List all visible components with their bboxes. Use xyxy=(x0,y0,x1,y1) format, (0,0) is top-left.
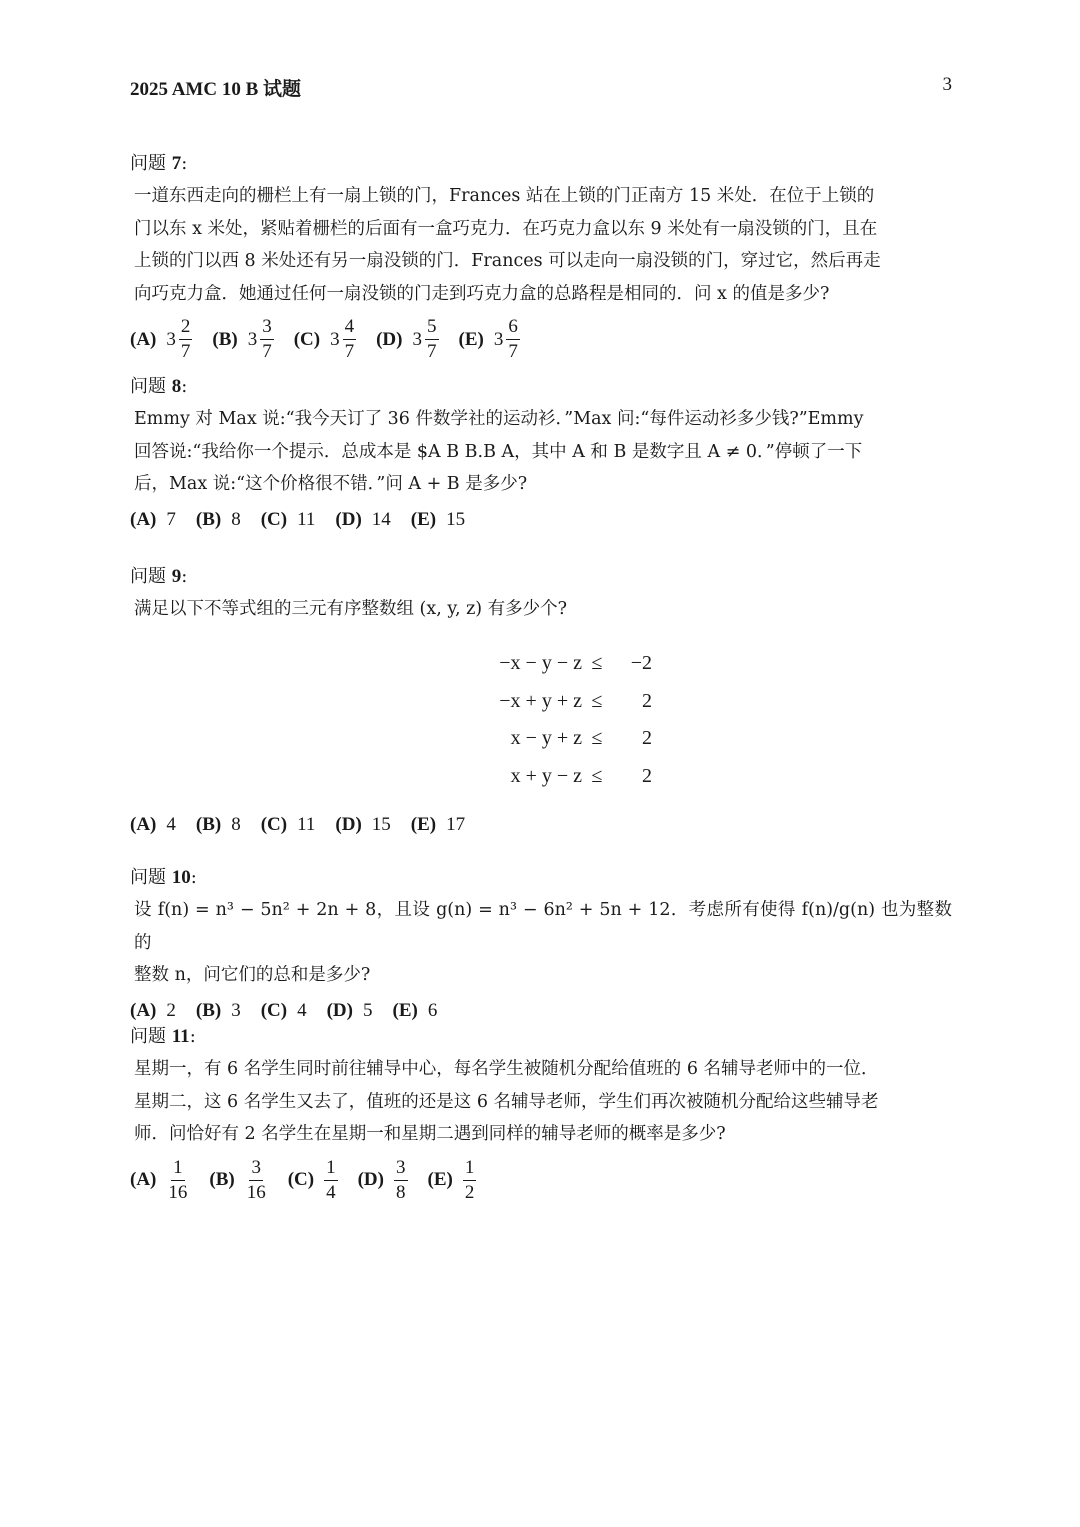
choice-b xyxy=(196,814,241,836)
inequality-relation: ≤ xyxy=(591,764,603,787)
choice-d xyxy=(358,1157,408,1204)
choice-letter: (B) xyxy=(195,814,222,835)
page-header xyxy=(130,74,952,104)
text-line: 满足以下不等式组的三元有序整数组 (x, y, z) 有多少个? xyxy=(134,599,568,619)
choice-letter: (C) xyxy=(260,508,288,530)
text-line: 师．问恰好有 2 名学生在星期一和星期二遇到同样的辅导老师的概率是多少? xyxy=(134,1124,726,1144)
choice-letter: (B) xyxy=(195,999,222,1021)
problem-number: 8 xyxy=(171,376,182,397)
choice-b xyxy=(196,1000,241,1022)
whole-part: 3 xyxy=(330,328,340,350)
numerator: 1 xyxy=(324,1157,338,1181)
choice-e xyxy=(459,316,520,363)
inequality-lhs: −x − y − z xyxy=(499,652,582,675)
text-line: 门以东 x 米处，紧贴着栅栏的后面有一盒巧克力．在巧克力盒以东 9 米处有一扇没锁的门，且在 xyxy=(134,218,878,239)
fraction xyxy=(463,1157,477,1204)
inequality-system xyxy=(464,645,652,795)
choice-letter: (C) xyxy=(287,1169,315,1190)
choice-a xyxy=(130,1157,189,1204)
problem-colon: : xyxy=(189,1026,196,1047)
answer-choices xyxy=(130,814,952,836)
inequality-relation: ≤ xyxy=(591,727,603,750)
choice-letter: (D) xyxy=(357,1169,384,1190)
choice-letter: (C) xyxy=(260,814,288,835)
choice-value: 11 xyxy=(297,508,316,530)
choice-e xyxy=(393,1000,438,1022)
choice-letter: (D) xyxy=(335,508,362,530)
choice-c xyxy=(261,1000,307,1022)
text-line: 一道东西走向的栅栏上有一扇上锁的门，Frances 站在上锁的门正南方 15 米处．在位于上锁的 xyxy=(134,186,875,206)
inequality-lhs: x + y − z xyxy=(510,764,582,787)
inequality-row xyxy=(464,683,652,721)
problem-9 xyxy=(130,565,952,626)
choice-value: 14 xyxy=(371,508,391,530)
fraction xyxy=(506,316,520,363)
numerator: 2 xyxy=(179,316,193,340)
fraction xyxy=(245,1157,268,1204)
choice-letter: (B) xyxy=(212,328,238,350)
fraction xyxy=(260,316,274,363)
choice-d xyxy=(335,814,390,836)
choice-letter: (E) xyxy=(427,1169,453,1190)
choice-letter: (B) xyxy=(195,508,222,530)
choice-c xyxy=(261,509,316,531)
choice-value: 8 xyxy=(231,508,241,530)
denominator: 16 xyxy=(246,1181,266,1203)
text-line: 后，Max 说:“这个价格很不错．”问 A + B 是多少? xyxy=(134,474,528,494)
whole-part: 3 xyxy=(247,328,258,350)
problem-colon: : xyxy=(181,153,188,174)
choice-b xyxy=(196,509,241,531)
fraction xyxy=(343,316,357,363)
choice-value: 5 xyxy=(363,999,373,1021)
problem-title xyxy=(130,565,952,589)
denominator: 7 xyxy=(262,341,272,362)
choice-letter: (E) xyxy=(458,328,484,350)
denominator: 7 xyxy=(427,341,437,362)
choice-letter: (C) xyxy=(260,999,288,1021)
text-line: 星期二，这 6 名学生又去了，值班的还是这 6 名辅导老师，学生们再次被随机分配给这些辅导老 xyxy=(134,1091,879,1112)
problem-number: 9 xyxy=(171,566,182,587)
choice-c xyxy=(294,316,356,363)
mixed-number xyxy=(413,316,439,363)
choice-letter: (E) xyxy=(392,999,418,1021)
choice-d xyxy=(327,1000,373,1022)
numerator: 3 xyxy=(260,316,274,340)
whole-part: 3 xyxy=(493,328,504,350)
mixed-number xyxy=(166,316,192,363)
mixed-number xyxy=(330,316,356,363)
choice-value: 15 xyxy=(371,814,391,835)
numerator: 3 xyxy=(394,1157,408,1181)
mixed-number xyxy=(248,316,274,363)
denominator: 7 xyxy=(508,341,518,362)
problem-text xyxy=(130,894,952,992)
choice-letter: (D) xyxy=(376,328,403,350)
inequality-lhs: x − y + z xyxy=(510,727,582,750)
problem-title xyxy=(130,1025,952,1049)
inequality-rhs: 2 xyxy=(642,727,652,750)
text-line: 整数 n，问它们的总和是多少? xyxy=(134,965,371,985)
choice-c xyxy=(288,1157,338,1204)
fraction xyxy=(324,1157,338,1204)
denominator: 8 xyxy=(396,1181,406,1203)
whole-part: 3 xyxy=(166,328,176,350)
choice-letter: (A) xyxy=(130,1169,157,1190)
whole-part: 3 xyxy=(412,328,422,350)
choice-letter: (A) xyxy=(130,999,157,1021)
choice-value: 4 xyxy=(166,814,176,835)
choice-a xyxy=(130,1000,176,1022)
problem-number: 7 xyxy=(171,153,182,174)
choice-value: 6 xyxy=(427,999,438,1021)
choice-c xyxy=(261,814,316,836)
numerator: 6 xyxy=(506,316,520,340)
problem-title xyxy=(130,866,952,890)
problem-title xyxy=(130,375,952,399)
denominator: 2 xyxy=(464,1181,475,1203)
fraction xyxy=(166,1157,189,1204)
problem-number: 11 xyxy=(171,1026,190,1047)
problem-text xyxy=(130,593,952,626)
problem-colon: : xyxy=(181,566,188,587)
inequality-relation: ≤ xyxy=(591,689,603,712)
choice-a xyxy=(130,509,176,531)
choice-letter: (A) xyxy=(130,508,157,530)
numerator: 1 xyxy=(171,1157,185,1181)
answer-choices xyxy=(130,316,952,363)
inequality-rhs: −2 xyxy=(630,652,652,675)
choice-d xyxy=(376,316,438,363)
choice-e xyxy=(411,814,465,836)
numerator: 3 xyxy=(249,1157,263,1181)
choice-value: 11 xyxy=(297,814,316,835)
choice-value: 15 xyxy=(446,508,466,530)
choice-value: 7 xyxy=(166,508,176,530)
choice-value: 4 xyxy=(297,999,307,1021)
text-line: Emmy 对 Max 说:“我今天订了 36 件数学社的运动衫．”Max 问:“每件运动衫多少钱?”Emmy xyxy=(134,409,864,429)
text-line: 回答说:“我给你一个提示．总成本是 $A B B.B A，其中 A 和 B 是数字且 A ≠ 0．”停顿了一下 xyxy=(134,441,863,462)
choice-value: 8 xyxy=(231,814,241,835)
page-number: 3 xyxy=(942,74,952,95)
text-line: 上锁的门以西 8 米处还有另一扇没锁的门．Frances 可以走向一扇没锁的门，穿过它，然后再走 xyxy=(134,251,881,271)
problem-7 xyxy=(130,152,952,363)
choice-letter: (A) xyxy=(130,328,157,350)
choice-value: 3 xyxy=(231,999,241,1021)
inequality-rhs: 2 xyxy=(642,689,652,712)
choice-e xyxy=(428,1157,477,1204)
choice-letter: (D) xyxy=(326,999,353,1021)
choice-a xyxy=(130,814,176,836)
problem-label: 问题 xyxy=(130,153,166,174)
choice-letter: (C) xyxy=(293,328,321,350)
answer-choices xyxy=(130,509,952,531)
problem-10 xyxy=(130,866,952,1022)
choice-d xyxy=(335,509,390,531)
problem-number: 10 xyxy=(171,867,191,888)
choice-value: 17 xyxy=(446,814,466,835)
denominator: 16 xyxy=(168,1181,188,1203)
text-line: 向巧克力盒．她通过任何一扇没锁的门走到巧克力盒的总路程是相同的．问 x 的值是多少? xyxy=(134,283,830,304)
choice-value: 2 xyxy=(166,999,176,1021)
problem-colon: : xyxy=(190,867,197,888)
problem-label: 问题 xyxy=(130,566,166,587)
choice-letter: (E) xyxy=(410,814,437,835)
choice-letter: (B) xyxy=(209,1169,235,1190)
denominator: 4 xyxy=(326,1181,336,1203)
inequality-row xyxy=(464,720,652,758)
fraction xyxy=(179,316,193,363)
problem-11 xyxy=(130,1025,952,1204)
choice-letter: (A) xyxy=(130,814,157,835)
choice-letter: (D) xyxy=(335,814,362,835)
choice-letter: (E) xyxy=(410,508,437,530)
answer-choices xyxy=(130,1000,952,1022)
numerator: 4 xyxy=(343,316,357,340)
problem-label: 问题 xyxy=(130,1026,166,1047)
numerator: 5 xyxy=(425,316,439,340)
choice-b xyxy=(209,1157,267,1204)
problem-text xyxy=(130,403,952,501)
numerator: 1 xyxy=(463,1157,477,1181)
inequality-rhs: 2 xyxy=(642,764,652,787)
mixed-number xyxy=(494,316,520,363)
denominator: 7 xyxy=(344,341,355,362)
text-line: 设 f(n) = n³ − 5n² + 2n + 8，且设 g(n) = n³ − 6n² + 5n + 12．考虑所有使得 f(n)/g(n) 也为整数的 xyxy=(134,900,952,953)
problem-colon: : xyxy=(181,376,188,397)
choice-e xyxy=(411,509,465,531)
text-line: 星期一，有 6 名学生同时前往辅导中心，每名学生被随机分配给值班的 6 名辅导老师中的一位． xyxy=(134,1059,879,1079)
problem-title xyxy=(130,152,952,176)
inequality-row xyxy=(464,645,652,683)
problem-label: 问题 xyxy=(130,376,166,397)
choice-a xyxy=(130,316,192,363)
problem-text xyxy=(130,1053,952,1151)
fraction xyxy=(425,316,439,363)
inequality-lhs: −x + y + z xyxy=(499,689,582,712)
problem-8 xyxy=(130,375,952,531)
fraction xyxy=(394,1157,408,1204)
problem-text xyxy=(130,180,952,310)
choice-b xyxy=(212,316,273,363)
answer-choices xyxy=(130,1157,952,1204)
header-title: 2025 AMC 10 B 试题 xyxy=(130,79,302,100)
problem-label: 问题 xyxy=(130,867,166,888)
denominator: 7 xyxy=(180,341,191,362)
inequality-row xyxy=(464,758,652,796)
problem-9-choices-wrap xyxy=(130,808,952,836)
inequality-relation: ≤ xyxy=(591,652,603,675)
